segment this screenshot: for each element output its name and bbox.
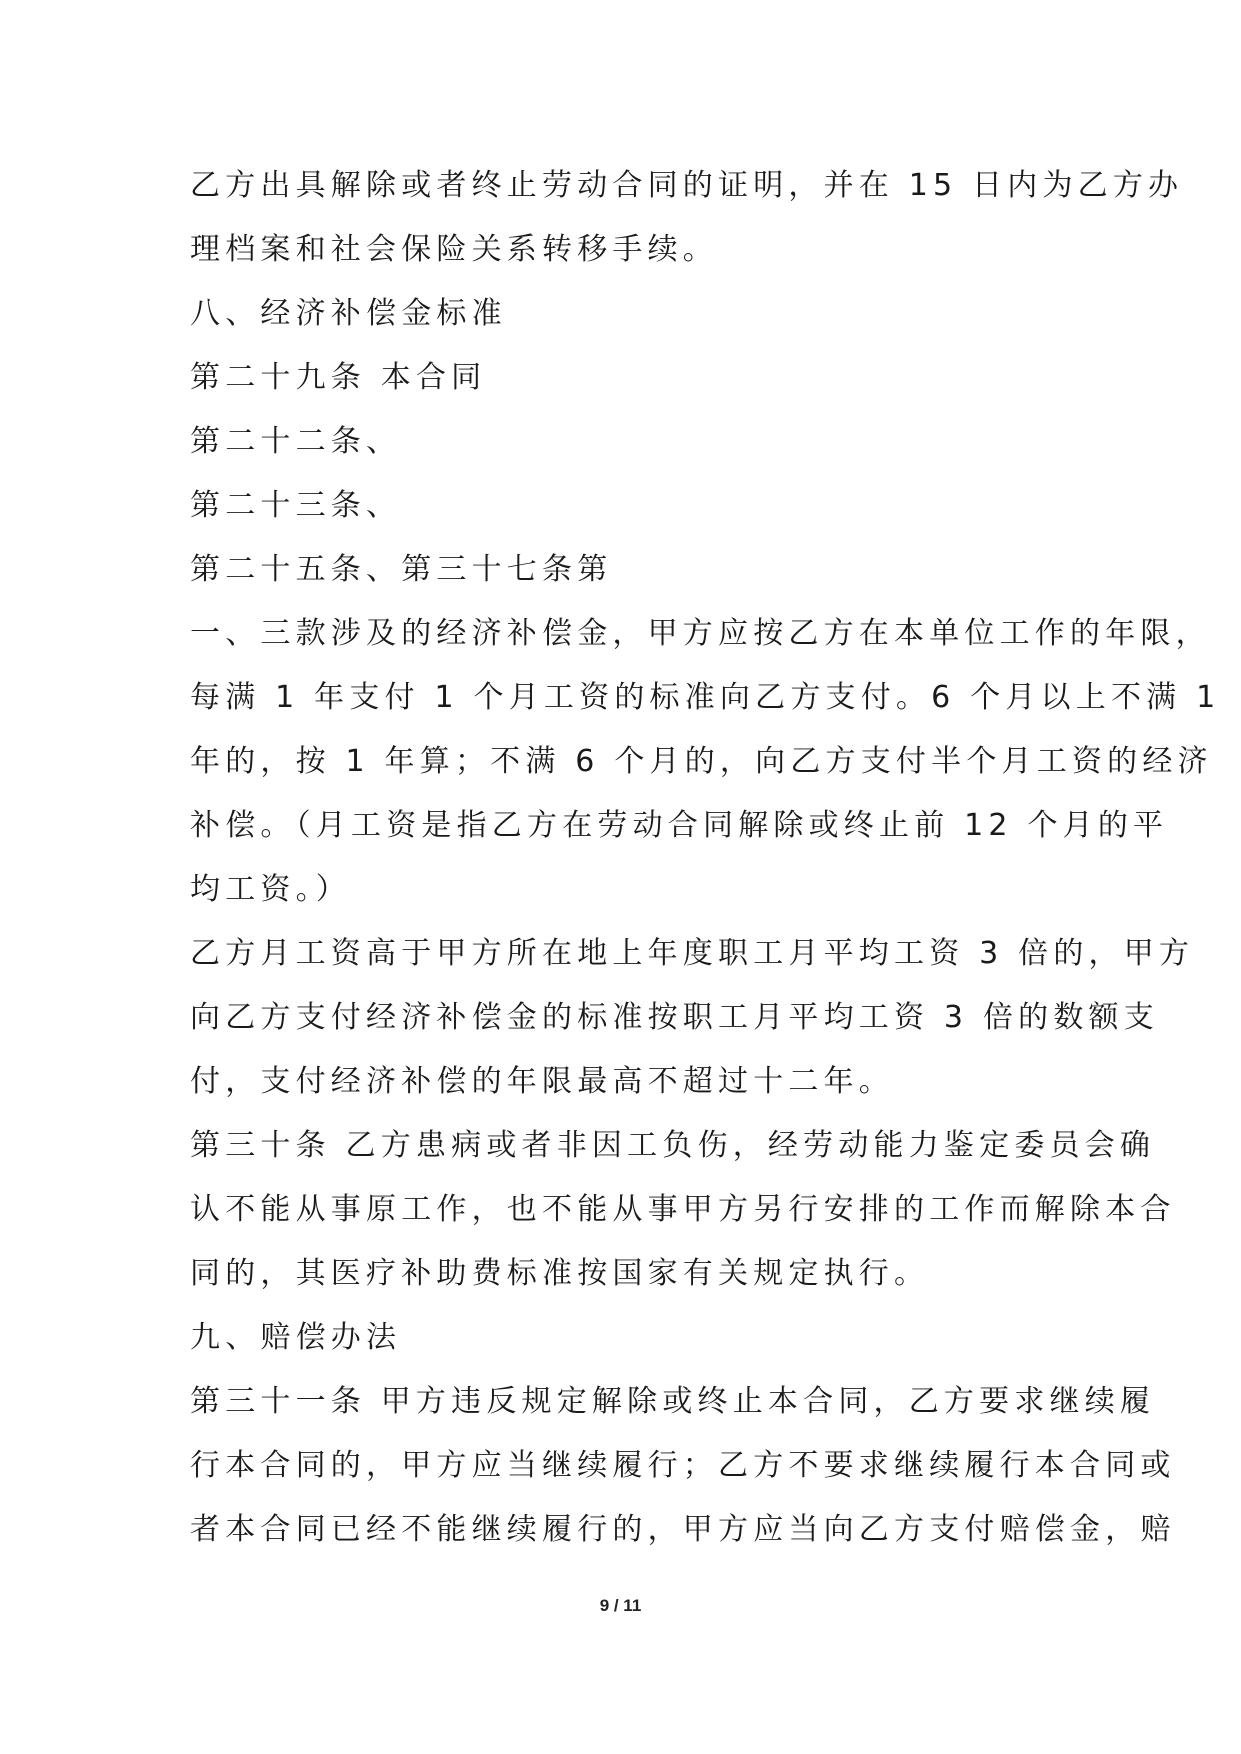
article-29-heading: 第二十九条 本合同 <box>190 360 487 395</box>
text-line-11: 补偿。（月工资是指乙方在劳动合同解除或终止前 12 个月的平 <box>190 808 1169 843</box>
article-31-line-2: 行本合同的，甲方应当继续履行；乙方不要求继续履行本合同或 <box>190 1448 1176 1483</box>
section-heading-9: 九、赔偿办法 <box>190 1320 402 1355</box>
article-30-line-3: 同的，其医疗补助费标准按国家有关规定执行。 <box>190 1256 930 1291</box>
text-line-10: 年的，按 1 年算；不满 6 个月的，向乙方支付半个月工资的经济 <box>190 744 1213 779</box>
article-31-line-3: 者本合同已经不能继续履行的，甲方应当向乙方支付赔偿金，赔 <box>190 1512 1176 1547</box>
text-line-6: 第二十三条、 <box>190 488 402 523</box>
text-line-2: 理档案和社会保险关系转移手续。 <box>190 232 718 267</box>
text-line-15: 付，支付经济补偿的年限最高不超过十二年。 <box>190 1064 894 1099</box>
text-line-1: 乙方出具解除或者终止劳动合同的证明，并在 15 日内为乙方办 <box>190 168 1184 203</box>
text-line-7: 第二十五条、第三十七条第 <box>190 552 613 587</box>
text-line-14: 向乙方支付经济补偿金的标准按职工月平均工资 3 倍的数额支 <box>190 1000 1159 1035</box>
article-31-line-1: 第三十一条 甲方违反规定解除或终止本合同，乙方要求继续履 <box>190 1384 1156 1419</box>
text-line-13: 乙方月工资高于甲方所在地上年度职工月平均工资 3 倍的，甲方 <box>190 936 1195 971</box>
text-line-8: 一、三款涉及的经济补偿金，甲方应按乙方在本单位工作的年限， <box>190 616 1211 651</box>
text-line-9: 每满 1 年支付 1 个月工资的标准向乙方支付。6 个月以上不满 1 <box>190 680 1221 715</box>
document-body <box>190 154 1221 1562</box>
section-heading-8: 八、经济补偿金标准 <box>190 296 507 331</box>
article-30-line-2: 认不能从事原工作，也不能从事甲方另行安排的工作而解除本合 <box>190 1192 1176 1227</box>
page-number: 9 / 11 <box>599 1596 642 1615</box>
text-line-5: 第二十二条、 <box>190 424 402 459</box>
article-30-line-1: 第三十条 乙方患病或者非因工负伤，经劳动能力鉴定委员会确 <box>190 1128 1156 1163</box>
text-line-12: 均工资。） <box>190 872 351 907</box>
